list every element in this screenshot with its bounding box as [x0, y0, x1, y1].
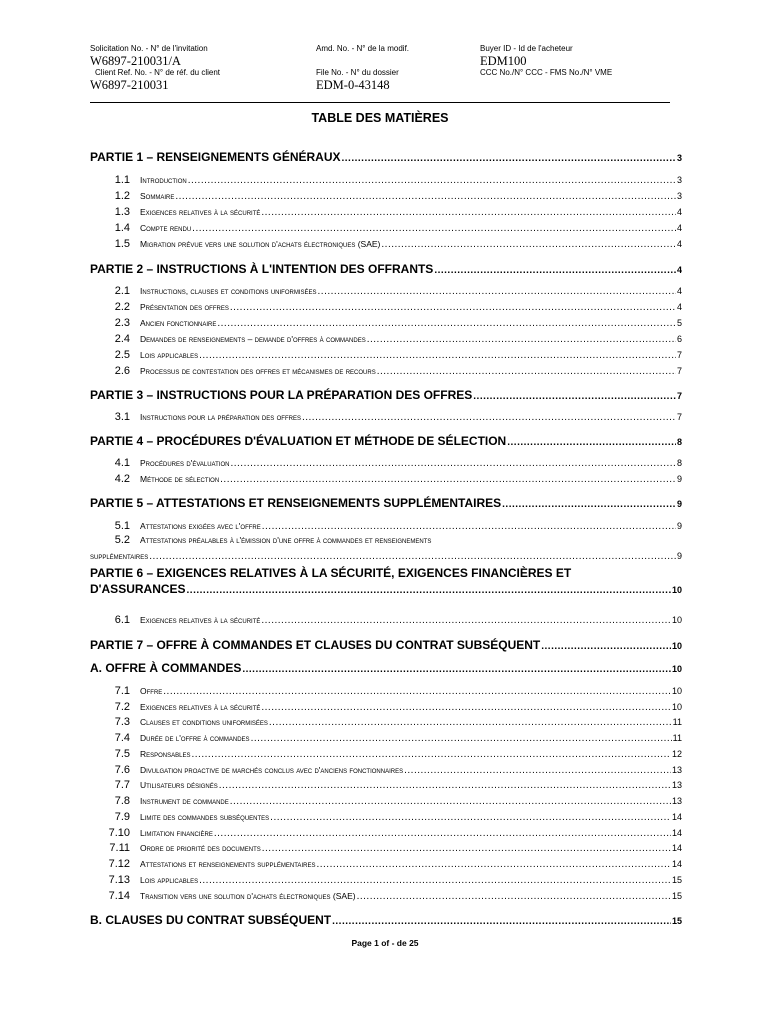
toc-page-number: 15 [671, 891, 682, 901]
toc-section-title: Clauses et conditions uniformisées [140, 717, 268, 727]
toc-section-entry[interactable] [90, 614, 682, 627]
toc-page-number: 9 [676, 474, 682, 484]
toc-dot-leader [541, 641, 671, 653]
toc-page-number: 4 [676, 223, 682, 233]
toc-page-number: 5 [676, 318, 682, 328]
toc-section-title: Processus de contestation des offres et mécanismes de recours [140, 366, 376, 376]
toc-page-number: 14 [671, 828, 682, 838]
toc-section-number: 7.3 [114, 716, 130, 728]
toc-section-number: 1.5 [114, 238, 130, 250]
toc-section-entry[interactable] [90, 795, 682, 808]
toc-section-number: 7.6 [114, 764, 130, 776]
toc-section-entry[interactable] [90, 411, 682, 424]
toc-dot-leader [199, 875, 671, 887]
toc-dot-leader [251, 733, 672, 745]
toc-section-title: Migration prévue vers une solution d'achats électroniques (SAE) [140, 239, 381, 249]
toc-section-entry[interactable] [90, 473, 682, 486]
toc-dot-leader [318, 286, 676, 298]
toc-section-number: 2.6 [114, 365, 130, 377]
toc-section-entry[interactable] [90, 779, 682, 792]
toc-section-number: 7.9 [114, 811, 130, 823]
header-col-amendment [316, 44, 409, 92]
toc-page-number: 4 [676, 286, 682, 296]
toc-section-number: 5.2 [114, 534, 130, 546]
toc-dot-leader [261, 207, 676, 219]
toc-page-number: 11 [672, 733, 682, 743]
toc-part-title: PARTIE 4 – PROCÉDURES D'ÉVALUATION ET MÉTHODE DE SÉLECTION [90, 434, 507, 448]
toc-section-number: 7.1 [114, 685, 130, 697]
toc-section-entry[interactable] [90, 764, 682, 777]
toc-part-entry[interactable] [90, 582, 682, 597]
toc-page-number: 11 [672, 717, 682, 727]
toc-page-number: 9 [676, 551, 682, 561]
ccc-label: CCC No./N° CCC - FMS No./N° VME [480, 68, 613, 77]
toc-page-number: 8 [676, 458, 682, 468]
toc-part-entry[interactable] [90, 638, 682, 653]
toc-section-title: Divulgation proactive de marchés conclus avec d'anciens fonctionnaires [140, 765, 404, 775]
amendment-label: Amd. No. - N° de la modif. [316, 44, 410, 53]
toc-dot-leader [219, 780, 671, 792]
toc-section-entry[interactable] [90, 748, 682, 761]
toc-page-number: 4 [676, 207, 682, 217]
toc-dot-leader [381, 239, 676, 251]
toc-page-number: 10 [671, 585, 682, 595]
toc-page-number: 14 [671, 859, 682, 869]
toc-dot-leader [473, 391, 676, 403]
toc-section-title: Présentation des offres [140, 302, 229, 312]
toc-dot-leader [217, 318, 676, 330]
toc-dot-leader [262, 843, 671, 855]
toc-section-title: Lois applicables [140, 875, 199, 885]
toc-section-entry[interactable] [90, 716, 682, 729]
toc-part-title: PARTIE 7 – OFFRE À COMMANDES ET CLAUSES DU CONTRAT SUBSÉQUENT [90, 638, 541, 652]
toc-page-number: 4 [676, 265, 682, 275]
toc-dot-leader [188, 175, 676, 187]
toc-section-entry[interactable] [90, 349, 682, 362]
toc-dot-leader [302, 412, 676, 424]
toc-section-entry[interactable] [90, 842, 682, 855]
toc-section-number: 4.2 [114, 473, 130, 485]
toc-section-entry[interactable] [90, 285, 682, 298]
toc-section-title: Compte rendu [140, 223, 192, 233]
toc-part-entry[interactable] [90, 150, 682, 165]
toc-page-number: 10 [671, 686, 682, 696]
toc-part-title: A. OFFRE À COMMANDES [90, 661, 242, 675]
toc-title: TABLE DES MATIÈRES [311, 111, 449, 125]
toc-page-number: 3 [676, 175, 682, 185]
toc-section-entry[interactable] [90, 317, 682, 330]
header-divider [90, 102, 670, 103]
toc-section-title: Demandes de renseignements – demande d'offres à commandes [140, 334, 366, 344]
toc-section-title: Exigences relatives à la sécurité [140, 702, 261, 712]
toc-section-entry[interactable] [90, 174, 682, 187]
toc-section-title: Ancien fonctionnaire [140, 318, 217, 328]
toc-part-title: B. CLAUSES DU CONTRAT SUBSÉQUENT [90, 913, 332, 927]
toc-section-number: 2.2 [114, 301, 130, 313]
buyer-id: EDM100 [480, 54, 527, 68]
toc-part-entry[interactable] [90, 496, 682, 511]
file-no-label: File No. - N° du dossier [316, 68, 399, 77]
toc-section-title: Lois applicables [140, 350, 199, 360]
toc-part-title: D'ASSURANCES [90, 582, 186, 596]
toc-page-number: 15 [671, 916, 682, 926]
toc-part-entry[interactable] [90, 661, 682, 676]
toc-section-entry[interactable] [90, 333, 682, 346]
toc-page-number: 13 [671, 765, 682, 775]
toc-dot-leader [230, 796, 671, 808]
page-footer: Page 1 of - de 25 [351, 938, 419, 948]
toc-section-entry[interactable] [90, 732, 682, 745]
toc-dot-leader [270, 812, 671, 824]
toc-dot-leader [434, 265, 676, 277]
toc-dot-leader [357, 891, 671, 903]
solicitation-label: Solicitation No. - N° de l'invitation [90, 44, 208, 53]
toc-section-title: Instructions pour la préparation des offres [140, 412, 301, 422]
toc-section-number: 7.4 [114, 732, 130, 744]
toc-section-number: 2.5 [114, 349, 130, 361]
toc-dot-leader [192, 749, 671, 761]
toc-section-title: Responsables [140, 749, 191, 759]
toc-page-number: 10 [671, 641, 682, 651]
toc-section-entry-line1[interactable] [90, 534, 431, 546]
toc-page-number: 15 [671, 875, 682, 885]
toc-page-number: 4 [676, 239, 682, 249]
toc-dot-leader [262, 521, 676, 533]
toc-dot-leader [404, 765, 671, 777]
toc-section-title: Sommaire [140, 191, 175, 201]
toc-page-number: 7 [676, 391, 682, 401]
toc-section-number: 7.10 [108, 827, 130, 839]
toc-page-number: 10 [671, 702, 682, 712]
toc-section-number: 2.4 [114, 333, 130, 345]
toc-page-number: 9 [676, 521, 682, 531]
toc-section-title: Transition vers une solution d'achats électroniques (SAE) [140, 891, 356, 901]
toc-section-number: 7.5 [114, 748, 130, 760]
toc-part-title: PARTIE 2 – INSTRUCTIONS À L'INTENTION DES OFFRANTS [90, 262, 434, 276]
toc-section-entry[interactable] [90, 858, 682, 871]
toc-section-number: 7.14 [108, 890, 130, 902]
toc-dot-leader [214, 828, 671, 840]
toc-section-number: 5.1 [114, 520, 130, 532]
toc-dot-leader [192, 223, 676, 235]
toc-section-title: Instrument de commande [140, 796, 229, 806]
toc-page-number: 14 [671, 843, 682, 853]
toc-dot-leader [332, 916, 671, 928]
file-number: EDM-0-43148 [316, 78, 390, 92]
toc-section-title-continued: supplémentaires [90, 551, 149, 561]
toc-part-title: PARTIE 1 – RENSEIGNEMENTS GÉNÉRAUX [90, 150, 341, 164]
toc-section-entry[interactable] [90, 190, 682, 203]
toc-section-title: Attestations et renseignements supplémentaires [140, 859, 316, 869]
toc-dot-leader [269, 717, 672, 729]
toc-section-title: Introduction [140, 175, 187, 185]
toc-dot-leader [242, 664, 671, 676]
toc-page-number: 9 [676, 499, 682, 509]
toc-section-number: 1.2 [114, 190, 130, 202]
toc-part-entry[interactable] [90, 913, 682, 928]
toc-section-title: Attestations préalables à l'émission d'une offre à commandes et renseignements [140, 535, 432, 545]
buyer-id-label: Buyer ID - Id de l'acheteur [480, 44, 573, 53]
toc-section-title: Procédures d'évaluation [140, 458, 230, 468]
toc-section-title: Instructions, clauses et conditions uniformisées [140, 286, 317, 296]
toc-section-entry[interactable] [90, 206, 682, 219]
toc-dot-leader [261, 702, 671, 714]
toc-part-entry[interactable] [90, 262, 682, 277]
toc-section-number: 4.1 [114, 457, 130, 469]
toc-dot-leader [502, 499, 676, 511]
toc-section-title: Offre [140, 686, 163, 696]
toc-section-title: Exigences relatives à la sécurité [140, 615, 261, 625]
toc-section-entry[interactable] [90, 827, 682, 840]
toc-part-entry[interactable] [90, 434, 682, 449]
toc-section-number: 7.7 [114, 779, 130, 791]
toc-page-number: 7 [676, 366, 682, 376]
client-ref-label: Client Ref. No. - N° de réf. du client [95, 68, 221, 77]
toc-section-title: Méthode de sélection [140, 474, 220, 484]
toc-section-number: 2.1 [114, 285, 130, 297]
toc-section-title: Exigences relatives à la sécurité [140, 207, 261, 217]
toc-dot-leader [199, 350, 676, 362]
toc-section-title: Ordre de priorité des documents [140, 843, 261, 853]
toc-section-entry[interactable] [90, 685, 682, 698]
toc-page-number: 4 [676, 302, 682, 312]
toc-section-number: 2.3 [114, 317, 130, 329]
toc-page-number: 13 [671, 780, 682, 790]
toc-dot-leader [342, 153, 676, 165]
toc-section-title: Attestations exigées avec l'offre [140, 521, 261, 531]
header-col-buyer [480, 44, 612, 78]
toc-section-title: Limite des commandes subséquentes [140, 812, 270, 822]
toc-dot-leader [230, 302, 676, 314]
toc-section-entry[interactable] [90, 301, 682, 314]
toc-dot-leader [377, 366, 676, 378]
toc-part-entry[interactable] [90, 388, 682, 403]
toc-section-number: 7.13 [108, 874, 130, 886]
toc-section-entry[interactable] [90, 701, 682, 714]
toc-section-number: 1.4 [114, 222, 130, 234]
solicitation-number: W6897-210031/A [90, 54, 181, 68]
toc-part-title: PARTIE 3 – INSTRUCTIONS POUR LA PRÉPARATION DES OFFRES [90, 388, 473, 402]
toc-dot-leader [261, 615, 671, 627]
toc-section-entry[interactable] [90, 457, 682, 470]
document-header [90, 44, 670, 104]
toc-section-entry[interactable] [90, 520, 682, 533]
toc-dot-leader [507, 437, 676, 449]
toc-page-number: 10 [671, 664, 682, 674]
toc-section-entry[interactable] [90, 222, 682, 235]
toc-dot-leader [163, 686, 671, 698]
toc-section-entry[interactable] [90, 811, 682, 824]
toc-section-entry-line2[interactable] [90, 551, 682, 563]
toc-part-heading-line1[interactable]: PARTIE 6 – EXIGENCES RELATIVES À LA SÉCURITÉ, EXIGENCES FINANCIÈRES ET [90, 566, 572, 580]
toc-dot-leader [230, 458, 676, 470]
toc-page-number: 3 [676, 191, 682, 201]
toc-page-number: 7 [676, 350, 682, 360]
toc-page-number: 10 [671, 615, 682, 625]
toc-page-number: 6 [676, 334, 682, 344]
toc-dot-leader [367, 334, 676, 346]
toc-page-number: 7 [676, 412, 682, 422]
toc-dot-leader [175, 191, 676, 203]
toc-section-number: 7.11 [109, 842, 130, 854]
toc-section-title: Durée de l'offre à commandes [140, 733, 250, 743]
toc-section-entry[interactable] [90, 874, 682, 887]
toc-page-number: 3 [676, 153, 682, 163]
toc-dot-leader [220, 474, 676, 486]
toc-section-number: 7.8 [114, 795, 130, 807]
toc-section-entry[interactable] [90, 365, 682, 378]
toc-section-title: Limitation financière [140, 828, 213, 838]
toc-dot-leader [149, 551, 676, 563]
toc-page-number: 13 [671, 796, 682, 806]
toc-page-number: 14 [671, 812, 682, 822]
header-col-solicitation [90, 44, 220, 92]
toc-dot-leader [187, 585, 671, 597]
client-ref-number: W6897-210031 [90, 78, 169, 92]
toc-dot-leader [316, 859, 671, 871]
toc-page-number: 8 [676, 437, 682, 447]
toc-section-number: 1.3 [114, 206, 130, 218]
toc-section-entry[interactable] [90, 890, 682, 903]
toc-section-number: 6.1 [114, 614, 130, 626]
toc-part-title: PARTIE 5 – ATTESTATIONS ET RENSEIGNEMENTS SUPPLÉMENTAIRES [90, 496, 502, 510]
toc-section-title: Utilisateurs désignés [140, 780, 218, 790]
toc-section-number: 1.1 [114, 174, 130, 186]
toc-page-number: 12 [671, 749, 682, 759]
amendment-number [316, 54, 409, 68]
toc-section-number: 7.12 [108, 858, 130, 870]
toc-section-entry[interactable] [90, 238, 682, 251]
toc-section-number: 3.1 [114, 411, 130, 423]
toc-section-number: 7.2 [114, 701, 130, 713]
